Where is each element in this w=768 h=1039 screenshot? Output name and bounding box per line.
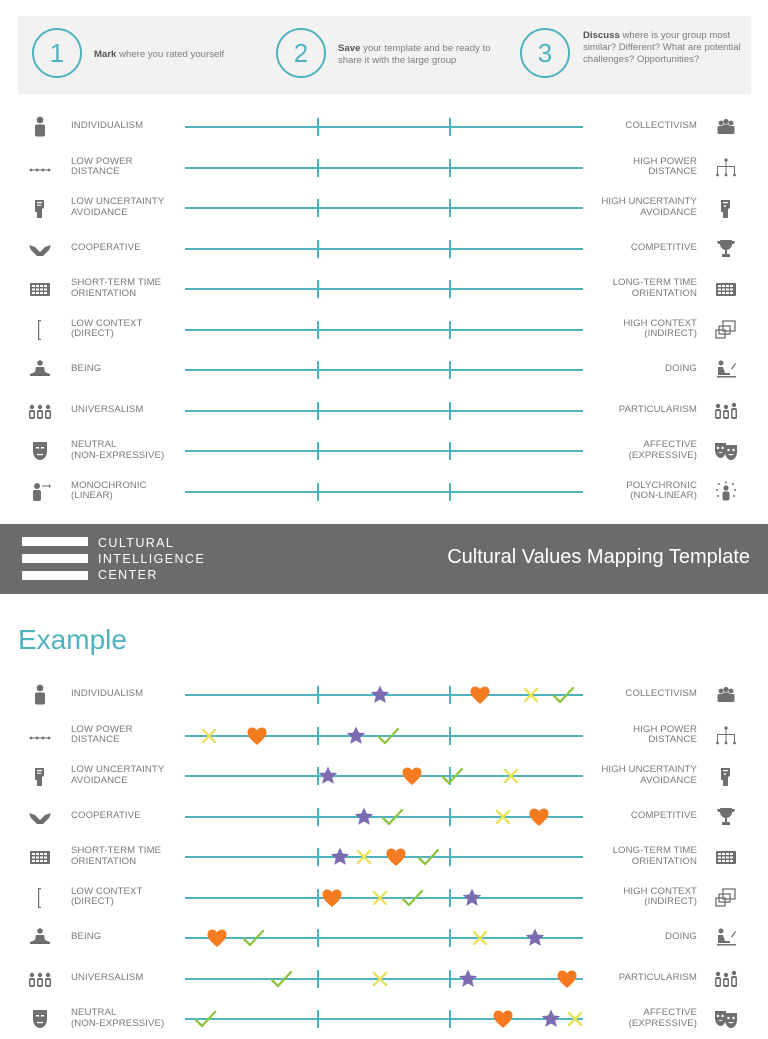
example-heading: Example: [18, 624, 127, 655]
flat-network-icon: [28, 724, 52, 748]
check-marker: [270, 968, 292, 990]
dimension-row: [0, 675, 768, 715]
right-pole-label: [590, 887, 697, 908]
label-line: BEING: [71, 931, 102, 942]
step-bold: Mark: [94, 49, 117, 60]
left-pole-label: [71, 932, 181, 943]
label-line: UNIVERSALISM: [71, 403, 144, 415]
left-pole-label: [71, 887, 181, 908]
scale-tick: [449, 929, 451, 947]
scale-tick: [317, 1010, 319, 1028]
label-line: COOPERATIVE: [71, 241, 141, 253]
step-number-circle: 1: [32, 28, 82, 78]
dimension-row: [0, 716, 768, 756]
label-line: HIGH POWER: [633, 723, 697, 735]
cross-marker: [198, 725, 220, 747]
scale-tick: [317, 808, 319, 826]
scale-tick: [317, 402, 319, 420]
label-line: SHORT-TERM TIME: [71, 277, 162, 288]
label-line: (INDIRECT): [644, 896, 697, 907]
cross-marker: [492, 806, 514, 828]
scale-tick: [449, 848, 451, 866]
label-line: COLLECTIVISM: [625, 120, 697, 131]
person-icon: [28, 115, 52, 139]
step-text: [94, 49, 254, 61]
trophy-icon: [714, 237, 738, 261]
right-pole-label: [590, 973, 697, 984]
worried-head-icon: [714, 764, 738, 788]
label-line: COMPETITIVE: [630, 809, 697, 821]
step-text: [583, 30, 743, 66]
label-line: AVOIDANCE: [640, 774, 697, 786]
cross-marker: [353, 846, 375, 868]
group-icon: [714, 683, 738, 707]
scale-line[interactable]: [185, 329, 583, 331]
right-pole-label: [590, 846, 697, 867]
dimension-row: [0, 229, 768, 269]
scale-line[interactable]: [185, 1018, 583, 1020]
scale-tick: [317, 240, 319, 258]
star-marker: [317, 765, 339, 787]
dimension-row: [0, 756, 768, 796]
logo-text: [98, 535, 205, 583]
logo-line: CULTURAL: [98, 536, 175, 550]
calendar-icon: [28, 845, 52, 869]
person-icon: [28, 683, 52, 707]
identical-people-icon: [28, 399, 52, 423]
working-person-icon: [714, 358, 738, 382]
scale-tick: [449, 321, 451, 339]
dimension-row: [0, 999, 768, 1039]
label-line: ORIENTATION: [71, 855, 137, 867]
template-title: Cultural Values Mapping Template: [447, 546, 750, 568]
left-pole-label: [71, 121, 181, 132]
scale-tick: [449, 808, 451, 826]
scale-tick: [449, 970, 451, 988]
heart-marker: [206, 927, 228, 949]
scale-tick: [317, 686, 319, 704]
heart-marker: [556, 968, 578, 990]
check-marker: [401, 887, 423, 909]
handshake-icon: [28, 805, 52, 829]
scale-tick: [449, 159, 451, 177]
worried-head-icon: [714, 196, 738, 220]
label-line: AVOIDANCE: [71, 774, 128, 786]
dimension-row: [0, 918, 768, 958]
scale-line[interactable]: [185, 369, 583, 371]
right-pole-label: [590, 121, 697, 132]
left-pole-label: [71, 319, 181, 340]
label-line: (DIRECT): [71, 328, 114, 339]
label-line: COLLECTIVISM: [625, 688, 697, 699]
instructions-panel: [18, 16, 751, 94]
heart-marker: [492, 1008, 514, 1030]
identical-people-icon: [28, 967, 52, 991]
scale-tick: [449, 889, 451, 907]
check-marker: [552, 684, 574, 706]
scale-line[interactable]: [185, 207, 583, 209]
star-marker: [540, 1008, 562, 1030]
label-line: (NON-EXPRESSIVE): [71, 449, 165, 461]
scale-tick: [449, 280, 451, 298]
neutral-mask-icon: [28, 1007, 52, 1031]
right-pole-label: [590, 243, 697, 254]
heart-marker: [469, 684, 491, 706]
scale-tick: [317, 199, 319, 217]
label-line: INDIVIDUALISM: [71, 688, 144, 699]
logo-line: INTELLIGENCE: [98, 552, 206, 566]
step-1: [32, 16, 252, 94]
star-marker: [524, 927, 546, 949]
right-pole-label: [590, 440, 697, 461]
left-pole-label: [71, 405, 181, 416]
dimension-row: [0, 837, 768, 877]
label-line: AFFECTIVE: [643, 1007, 697, 1018]
right-pole-label: [590, 481, 697, 502]
cross-marker: [500, 765, 522, 787]
right-pole-label: [590, 319, 697, 340]
check-marker: [242, 927, 264, 949]
dimension-row: [0, 878, 768, 918]
label-line: UNIVERSALISM: [71, 971, 144, 983]
meditation-icon: [28, 358, 52, 382]
label-line: (INDIRECT): [644, 328, 697, 339]
neutral-mask-icon: [28, 439, 52, 463]
dimension-row: [0, 269, 768, 309]
star-marker: [329, 846, 351, 868]
label-line: LONG-TERM TIME: [612, 845, 697, 856]
dimension-row: [0, 472, 768, 512]
star-marker: [461, 887, 483, 909]
check-marker: [441, 765, 463, 787]
left-pole-label: [71, 1008, 181, 1029]
scale-tick: [449, 1010, 451, 1028]
varied-people-icon: [714, 967, 738, 991]
star-marker: [353, 806, 375, 828]
label-line: HIGH CONTEXT: [623, 317, 697, 329]
left-pole-label: [71, 481, 181, 502]
scale-tick: [449, 727, 451, 745]
label-line: COMPETITIVE: [630, 241, 697, 253]
left-pole-label: [71, 846, 181, 867]
label-line: NEUTRAL: [71, 439, 117, 450]
left-pole-label: [71, 973, 181, 984]
dimension-row: [0, 959, 768, 999]
step-number-circle: 2: [276, 28, 326, 78]
scale-tick: [317, 848, 319, 866]
logo-line: CENTER: [98, 568, 158, 582]
scale-tick: [317, 361, 319, 379]
label-line: MONOCHRONIC: [71, 479, 147, 491]
step-text: [338, 43, 498, 67]
label-line: LOW POWER: [71, 155, 133, 167]
right-pole-label: [590, 157, 697, 178]
footer-banner: [0, 524, 768, 594]
label-line: DISTANCE: [648, 734, 697, 745]
scale-line[interactable]: [185, 248, 583, 250]
multi-task-icon: [714, 480, 738, 504]
dimension-row: [0, 797, 768, 837]
label-line: ORIENTATION: [71, 287, 137, 299]
step-bold: Discuss: [583, 30, 620, 41]
right-pole-label: [590, 1008, 697, 1029]
scale-line[interactable]: [185, 450, 583, 452]
scale-tick: [449, 686, 451, 704]
right-pole-label: [590, 278, 697, 299]
thinking-head-icon: [28, 764, 52, 788]
group-icon: [714, 115, 738, 139]
scale-line[interactable]: [185, 775, 583, 777]
theater-masks-icon: [714, 1007, 738, 1031]
heart-marker: [385, 846, 407, 868]
meditation-icon: [28, 926, 52, 950]
label-line: (LINEAR): [71, 490, 113, 501]
scale-tick: [449, 402, 451, 420]
logo-bars-icon: [22, 537, 88, 581]
label-line: INDIVIDUALISM: [71, 120, 144, 131]
scale-tick: [449, 442, 451, 460]
dimension-row: [0, 148, 768, 188]
scale-tick: [449, 483, 451, 501]
left-pole-label: [71, 243, 181, 254]
left-pole-label: [71, 689, 181, 700]
star-marker: [345, 725, 367, 747]
right-pole-label: [590, 811, 697, 822]
scale-line[interactable]: [185, 167, 583, 169]
label-line: LOW UNCERTAINTY: [71, 196, 165, 207]
check-marker: [377, 725, 399, 747]
hierarchy-icon: [714, 156, 738, 180]
label-line: HIGH POWER: [633, 155, 697, 167]
label-line: DISTANCE: [648, 166, 697, 177]
scale-line[interactable]: [185, 288, 583, 290]
scale-tick: [317, 889, 319, 907]
trophy-icon: [714, 805, 738, 829]
label-line: SHORT-TERM TIME: [71, 845, 162, 856]
scale-tick: [449, 118, 451, 136]
dimension-row: [0, 350, 768, 390]
label-line: DISTANCE: [71, 166, 120, 177]
step-3: [520, 16, 750, 94]
step-bold: Save: [338, 43, 361, 54]
label-line: PARTICULARISM: [618, 971, 697, 983]
layered-boxes-icon: [714, 318, 738, 342]
scale-tick: [317, 159, 319, 177]
right-pole-label: [590, 725, 697, 746]
scale-tick: [317, 442, 319, 460]
scale-tick: [317, 321, 319, 339]
scale-tick: [317, 929, 319, 947]
scale-tick: [317, 727, 319, 745]
single-task-icon: [28, 480, 52, 504]
right-pole-label: [590, 932, 697, 943]
scale-line[interactable]: [185, 126, 583, 128]
label-line: POLYCHRONIC: [626, 479, 697, 491]
left-pole-label: [71, 725, 181, 746]
label-line: LOW POWER: [71, 723, 133, 735]
calendar-icon: [714, 845, 738, 869]
right-pole-label: [590, 689, 697, 700]
right-pole-label: [590, 364, 697, 375]
step-2: [276, 16, 506, 94]
heart-marker: [321, 887, 343, 909]
label-line: PARTICULARISM: [618, 403, 697, 415]
calendar-icon: [28, 277, 52, 301]
dimension-row: [0, 310, 768, 350]
left-pole-label: [71, 197, 181, 218]
label-line: HIGH UNCERTAINTY: [601, 764, 697, 775]
left-pole-label: [71, 440, 181, 461]
star-marker: [369, 684, 391, 706]
cross-marker: [469, 927, 491, 949]
cross-marker: [520, 684, 542, 706]
hierarchy-icon: [714, 724, 738, 748]
step-rest: your template and be ready to share it with the large group: [338, 43, 491, 66]
cross-marker: [369, 968, 391, 990]
left-pole-label: [71, 278, 181, 299]
thinking-head-icon: [28, 196, 52, 220]
check-marker: [381, 806, 403, 828]
dimension-row: [0, 431, 768, 471]
dimension-row: [0, 107, 768, 147]
label-line: (NON-LINEAR): [630, 490, 697, 501]
label-line: (DIRECT): [71, 896, 114, 907]
label-line: AVOIDANCE: [640, 206, 697, 218]
dimension-row: [0, 188, 768, 228]
step-number-circle: 3: [520, 28, 570, 78]
check-marker: [417, 846, 439, 868]
label-line: DISTANCE: [71, 734, 120, 745]
dimension-row: [0, 391, 768, 431]
handshake-icon: [28, 237, 52, 261]
right-pole-label: [590, 197, 697, 218]
label-line: DOING: [665, 363, 697, 374]
label-line: AFFECTIVE: [643, 439, 697, 450]
varied-people-icon: [714, 399, 738, 423]
layered-boxes-icon: [714, 886, 738, 910]
left-pole-label: [71, 157, 181, 178]
cross-marker: [564, 1008, 586, 1030]
heart-marker: [528, 806, 550, 828]
bracket-icon: [28, 318, 52, 342]
heart-marker: [246, 725, 268, 747]
scale-tick: [317, 118, 319, 136]
label-line: AVOIDANCE: [71, 206, 128, 218]
right-pole-label: [590, 765, 697, 786]
scale-tick: [449, 361, 451, 379]
bracket-icon: [28, 886, 52, 910]
check-marker: [194, 1008, 216, 1030]
left-pole-label: [71, 364, 181, 375]
left-pole-label: [71, 765, 181, 786]
label-line: ORIENTATION: [631, 855, 697, 867]
scale-tick: [317, 483, 319, 501]
label-line: NEUTRAL: [71, 1007, 117, 1018]
label-line: (NON-EXPRESSIVE): [71, 1017, 165, 1029]
label-line: HIGH UNCERTAINTY: [601, 196, 697, 207]
label-line: BEING: [71, 363, 102, 374]
cross-marker: [369, 887, 391, 909]
label-line: LOW CONTEXT: [71, 885, 143, 897]
working-person-icon: [714, 926, 738, 950]
left-pole-label: [71, 811, 181, 822]
label-line: LOW CONTEXT: [71, 317, 143, 329]
label-line: LONG-TERM TIME: [612, 277, 697, 288]
right-pole-label: [590, 405, 697, 416]
flat-network-icon: [28, 156, 52, 180]
label-line: DOING: [665, 931, 697, 942]
step-rest: where is your group most similar? Different? What are potential challenges? Opportunities?: [583, 30, 741, 65]
label-line: ORIENTATION: [631, 287, 697, 299]
label-line: COOPERATIVE: [71, 809, 141, 821]
scale-tick: [449, 199, 451, 217]
scale-tick: [317, 280, 319, 298]
label-line: LOW UNCERTAINTY: [71, 764, 165, 775]
step-rest: where you rated yourself: [116, 49, 225, 60]
label-line: (EXPRESSIVE): [628, 449, 697, 461]
scale-tick: [449, 240, 451, 258]
label-line: HIGH CONTEXT: [623, 885, 697, 897]
scale-line[interactable]: [185, 491, 583, 493]
label-line: (EXPRESSIVE): [628, 1017, 697, 1029]
scale-line[interactable]: [185, 410, 583, 412]
scale-tick: [317, 970, 319, 988]
calendar-icon: [714, 277, 738, 301]
theater-masks-icon: [714, 439, 738, 463]
star-marker: [457, 968, 479, 990]
heart-marker: [401, 765, 423, 787]
